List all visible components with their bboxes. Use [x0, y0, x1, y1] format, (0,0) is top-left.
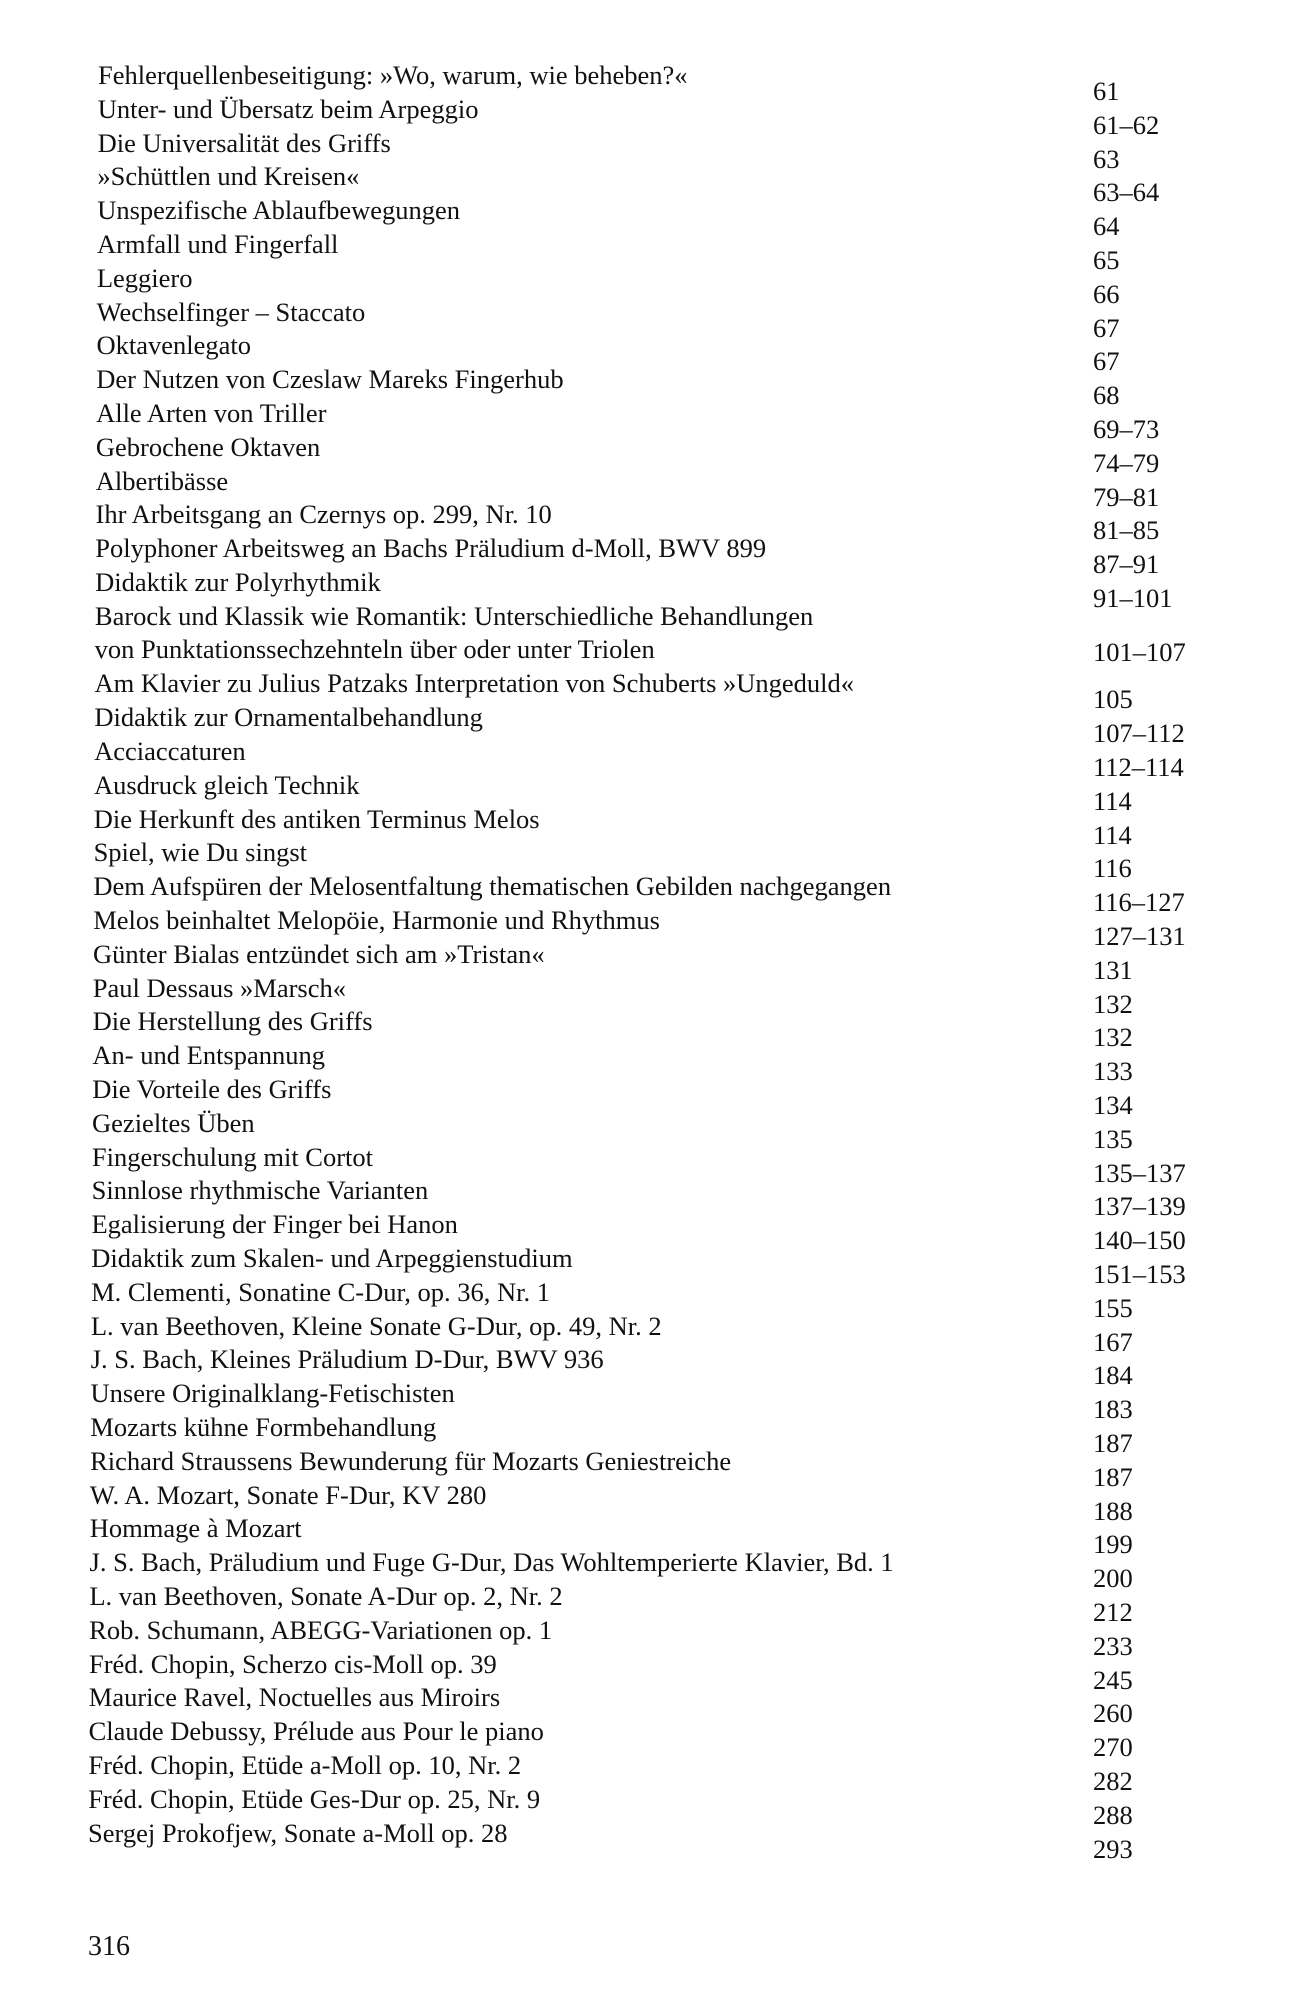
toc-entry-page: 127–131: [1093, 921, 1186, 951]
toc-entry-title: Albertibässe: [95, 465, 229, 496]
toc-entry-title: Didaktik zur Polyrhythmik: [95, 567, 381, 597]
toc-entry-page: 187: [1093, 1461, 1133, 1492]
toc-entry-page: 133: [1093, 1056, 1133, 1087]
toc-entry-page: 64: [1093, 211, 1120, 242]
toc-entry: [0, 1748, 1292, 1796]
toc-entry-title: Alle Arten von Triller: [96, 398, 327, 428]
toc-entry-title: Leggiero: [96, 262, 193, 293]
toc-entry: [0, 599, 1292, 667]
toc-entry: [0, 1782, 1292, 1830]
toc-entry: [0, 362, 1292, 411]
toc-entry-title: Acciaccaturen: [94, 736, 246, 766]
toc-entry-title: Fréd. Chopin, Scherzo cis-Moll op. 39: [88, 1648, 497, 1679]
toc-entry-page: 61: [1093, 76, 1120, 106]
toc-entry-page: 79–81: [1093, 481, 1160, 512]
toc-entry-page: 212: [1093, 1597, 1133, 1627]
toc-entry: [0, 1714, 1292, 1763]
toc-entry: [0, 92, 1292, 140]
toc-entry: [0, 396, 1292, 444]
toc-entry-title: Sinnlose rhythmische Varianten: [91, 1175, 429, 1206]
toc-entry-page: 134: [1093, 1090, 1133, 1120]
toc-entry: [0, 1309, 1292, 1357]
toc-entry-page: 66: [1093, 278, 1120, 309]
toc-entry: [0, 1241, 1292, 1289]
toc-entry: [0, 1511, 1292, 1560]
toc-entry-page: 81–85: [1093, 515, 1160, 546]
toc-entry: [0, 1376, 1292, 1425]
toc-entry-page: 167: [1093, 1326, 1133, 1357]
toc-entry-title: Die Herstellung des Griffs: [92, 1006, 373, 1037]
toc-entry-title: M. Clementi, Sonatine C-Dur, op. 36, Nr. 1: [91, 1276, 551, 1307]
toc-entry-title: Fréd. Chopin, Etüde a-Moll op. 10, Nr. 2: [88, 1750, 522, 1780]
toc-entry-title: Die Herkunft des antiken Terminus Melos: [93, 803, 540, 834]
toc-entry-title: Günter Bialas entzündet sich am »Tristan«: [93, 938, 545, 969]
toc-entry-page: 68: [1093, 380, 1120, 411]
toc-entry: [0, 295, 1292, 343]
toc-entry: [0, 1444, 1292, 1492]
toc-entry-title: J. S. Bach, Präludium und Fuge G-Dur, Das Wohltemperierte Klavier, Bd. 1: [89, 1547, 894, 1578]
toc-entry: [0, 58, 1292, 106]
toc-entry-page: 74–79: [1093, 447, 1160, 478]
toc-entry: [0, 869, 1292, 918]
toc-entry-page: 69–73: [1093, 414, 1160, 444]
toc-entry-title: Der Nutzen von Czeslaw Mareks Fingerhub: [96, 364, 564, 395]
toc-entry-title: W. A. Mozart, Sonate F-Dur, KV 280: [89, 1479, 487, 1510]
toc-entry: [0, 261, 1292, 309]
toc-entry: [0, 464, 1292, 512]
toc-entry-page: 233: [1093, 1630, 1133, 1661]
toc-entry: [0, 1038, 1292, 1087]
toc-entry-title: J. S. Bach, Kleines Präludium D-Dur, BWV 936: [90, 1344, 604, 1375]
toc-entry-title: Unspezifische Ablaufbewegungen: [97, 195, 461, 226]
toc-entry: [0, 768, 1292, 816]
toc-entry: [0, 1342, 1292, 1391]
toc-entry-title: An- und Entspannung: [92, 1040, 326, 1071]
toc-entry: [0, 126, 1292, 174]
toc-entry-page: 131: [1093, 954, 1133, 985]
toc-entry-page: 112–114: [1093, 752, 1184, 782]
toc-entry-title: Maurice Ravel, Noctuelles aus Miroirs: [88, 1682, 501, 1713]
toc-entry-page: 61–62: [1093, 109, 1160, 140]
toc-entry: [0, 937, 1292, 985]
toc-entry-title: Fréd. Chopin, Etüde Ges-Dur op. 25, Nr. 9: [88, 1783, 541, 1814]
toc-entry-title: Melos beinhaltet Melopöie, Harmonie und Rhythmus: [93, 905, 660, 935]
toc-entry: [0, 328, 1292, 377]
toc-entry: [0, 666, 1292, 715]
toc-entry-title: Sergej Prokofjew, Sonate a-Moll op. 28: [88, 1817, 508, 1848]
toc-entry-title: Die Vorteile des Griffs: [92, 1074, 332, 1104]
toc-entry: [0, 159, 1292, 208]
toc-entry-page: 183: [1093, 1394, 1133, 1425]
toc-entry-page: 200: [1093, 1563, 1133, 1594]
toc-entry-title: Richard Straussens Bewunderung für Mozarts Geniestreiche: [90, 1445, 732, 1476]
toc-entry-title: Paul Dessaus »Marsch«: [92, 972, 346, 1003]
toc-entry-page: 293: [1093, 1833, 1133, 1864]
toc-entry: [0, 1579, 1292, 1627]
toc-entry: [0, 565, 1292, 613]
toc-entry: [0, 700, 1292, 749]
toc-entry: [0, 971, 1292, 1019]
toc-entry-page: 114: [1093, 785, 1132, 816]
toc-entry-title: Die Universalität des Griffs: [97, 127, 391, 158]
toc-entry-title: Ihr Arbeitsgang an Czernys op. 299, Nr. 10: [95, 499, 552, 530]
toc-entry-title: Hommage à Mozart: [89, 1513, 302, 1544]
toc-entry-title: L. van Beethoven, Sonate A-Dur op. 2, Nr. 2: [89, 1581, 563, 1611]
toc-entry-title: Didaktik zur Ornamentalbehandlung: [94, 702, 483, 733]
toc-entry-page: 116: [1093, 853, 1132, 884]
toc-entry-title: Dem Aufspüren der Melosentfaltung thematischen Gebilden nachgegangen: [93, 871, 892, 902]
toc-entry: [0, 1816, 1292, 1864]
toc-entry-title: Ausdruck gleich Technik: [93, 769, 360, 800]
toc-entry-page: 116–127: [1093, 887, 1185, 918]
toc-entry-page: 105: [1093, 684, 1133, 715]
toc-entry-title: Barock und Klassik wie Romantik: Unterschiedliche Behandlungen: [94, 600, 814, 631]
toc-entry: [0, 1275, 1292, 1323]
toc-entry: [0, 802, 1292, 850]
page-number: 316: [88, 1931, 130, 1962]
toc-entry-page: 184: [1093, 1360, 1133, 1391]
toc-entry-title: Egalisierung der Finger bei Hanon: [91, 1209, 458, 1240]
toc-entry: [0, 1207, 1292, 1256]
toc-entry-page: 91–101: [1093, 583, 1173, 613]
toc-entry-page: 155: [1093, 1292, 1133, 1323]
toc-entry-page: 151–153: [1093, 1259, 1186, 1289]
toc-entry: [0, 1410, 1292, 1458]
toc-entry-page: 132: [1093, 988, 1133, 1019]
toc-entry: [0, 227, 1292, 275]
toc-entry-page: 260: [1093, 1698, 1133, 1729]
toc-entry-page: 114: [1093, 819, 1132, 850]
toc-entry-title: Am Klavier zu Julius Patzaks Interpretation von Schuberts »Ungeduld«: [94, 668, 855, 699]
toc-entry-page: 132: [1093, 1022, 1133, 1053]
toc-entry-title: Claude Debussy, Prélude aus Pour le piano: [88, 1716, 544, 1747]
toc-entry-page: 65: [1093, 245, 1120, 275]
toc-entry: [0, 903, 1292, 951]
toc-entry: [0, 1613, 1292, 1661]
toc-entry-page: 101–107: [1093, 636, 1186, 667]
toc-entry-page: 245: [1093, 1664, 1133, 1695]
toc-entry: [0, 1072, 1292, 1120]
toc-entry-title: Unsere Originalklang-Fetischisten: [90, 1378, 455, 1409]
toc-entry-page: 288: [1093, 1799, 1133, 1830]
toc-entry-title: L. van Beethoven, Kleine Sonate G-Dur, op. 49, Nr. 2: [90, 1310, 662, 1341]
toc-entry-title: Mozarts kühne Formbehandlung: [90, 1412, 437, 1442]
toc-entry-page: 282: [1093, 1766, 1133, 1796]
toc-entry-page: 187: [1093, 1428, 1133, 1458]
toc-entry: [0, 1106, 1292, 1154]
toc-entry-title-continued: von Punktationssechzehnteln über oder unter Triolen: [94, 633, 655, 664]
toc-entry: [0, 835, 1292, 884]
toc-entry-page: 63: [1093, 143, 1120, 174]
toc-entry-page: 63–64: [1093, 177, 1160, 208]
toc-entry-title: Polyphoner Arbeitsweg an Bachs Präludium d-Moll, BWV 899: [95, 533, 767, 564]
toc-entry-page: 188: [1093, 1495, 1133, 1526]
toc-entry-page: 137–139: [1093, 1191, 1186, 1222]
toc-entry-title: Didaktik zum Skalen- und Arpeggienstudium: [91, 1243, 573, 1273]
toc-entry-title: »Schüttlen und Kreisen«: [97, 161, 360, 192]
toc-entry-page: 135–137: [1093, 1157, 1186, 1188]
toc-entry: [0, 1173, 1292, 1222]
toc-entry-page: 67: [1093, 346, 1120, 377]
toc-entry-page: 199: [1093, 1529, 1133, 1560]
toc-entry-title: Gezieltes Üben: [92, 1107, 255, 1138]
toc-entry-title: Spiel, wie Du singst: [93, 837, 308, 868]
toc-entry-page: 107–112: [1093, 718, 1185, 749]
toc-entry: [0, 1545, 1292, 1594]
toc-entry: [0, 1680, 1292, 1729]
toc-entry-title: Gebrochene Oktaven: [95, 431, 321, 462]
toc-entry-title: Fehlerquellenbeseitigung: »Wo, warum, wie beheben?«: [98, 60, 688, 90]
toc-entry-page: 140–150: [1093, 1225, 1186, 1256]
toc-entry: [0, 734, 1292, 782]
toc-entry: [0, 1004, 1292, 1053]
toc-entry-title: Armfall und Fingerfall: [97, 229, 339, 259]
toc-entry-title: Unter- und Übersatz beim Arpeggio: [97, 93, 479, 124]
toc-entry: [0, 531, 1292, 580]
toc-entry: [0, 1647, 1292, 1695]
toc-entry-title: Wechselfinger – Staccato: [96, 296, 366, 327]
toc-entry: [0, 430, 1292, 478]
toc-entry-page: 87–91: [1093, 549, 1160, 580]
toc-entry: [0, 1140, 1292, 1188]
toc-entry-page: 67: [1093, 312, 1120, 343]
toc-entry-title: Fingerschulung mit Cortot: [91, 1141, 374, 1172]
toc-entry-title: Rob. Schumann, ABEGG-Variationen op. 1: [89, 1614, 553, 1645]
toc-entry: [0, 1478, 1292, 1526]
toc-entry-title: Oktavenlegato: [96, 330, 251, 361]
toc-entry-page: 270: [1093, 1732, 1133, 1763]
toc-entry-page: 135: [1093, 1123, 1133, 1154]
toc-entry: [0, 193, 1292, 242]
toc-entry: [0, 497, 1292, 546]
